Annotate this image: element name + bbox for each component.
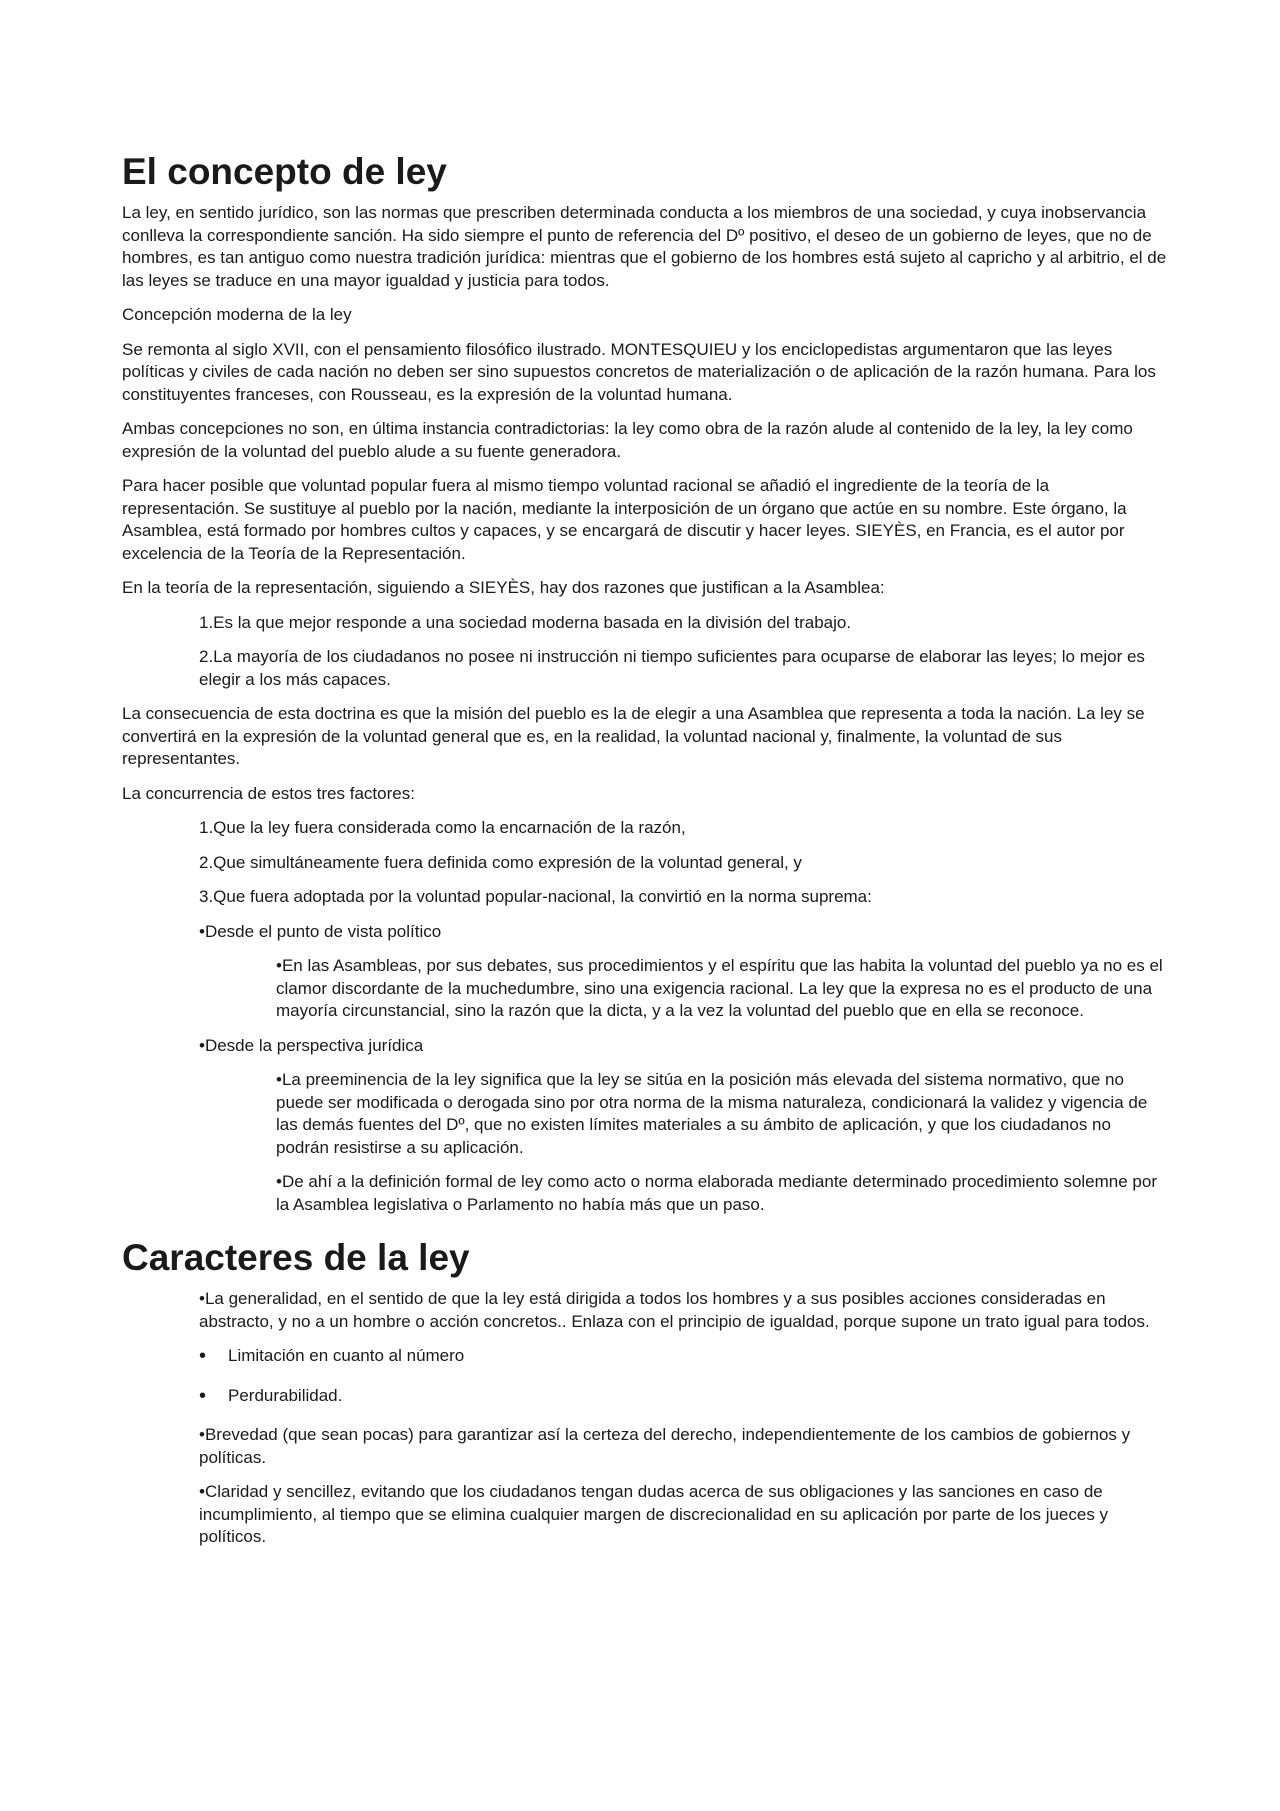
list-item-label: Perdurabilidad. xyxy=(228,1385,343,1405)
list-item-razon-1: 1.Es la que mejor responde a una sociedad moderna basada en la división del trabajo. xyxy=(199,612,852,632)
section-title-caracteres: Caracteres de la ley xyxy=(122,1237,470,1278)
paragraph-definicion: La ley, en sentido jurídico, son las normas que prescriben determinada conducta a los miembros de una sociedad, y cuya inobservancia conlleva la correspondiente sanción. Ha sido siempre el punto de referencia del Dº positivo, el deseo de un gobierno de leyes, que no de hombres, es tan antiguo como nuestra tradición jurídica: mientras que el gobierno de los hombres está sujeto al capricho y al arbitrio, el de las leyes se traduce en una mayor igualdad y justicia para todos. xyxy=(122,203,1167,290)
list-item-factor-3: 3.Que fuera adoptada por la voluntad popular-nacional, la convirtió en la norma suprema: xyxy=(199,887,872,906)
paragraph-concurrencia: La concurrencia de estos tres factores: xyxy=(122,783,415,803)
list-item-punto-vista-politico: •Desde el punto de vista político xyxy=(199,921,442,941)
document-page xyxy=(122,145,1167,1561)
list-item-factor-1: 1.Que la ley fuera considerada como la encarnación de la razón, xyxy=(199,818,686,837)
list-item-preeminencia: •La preeminencia de la ley significa que la ley se sitúa en la posición más elevada del sistema normativo, que no puede ser modificada o derogada sino por otra norma de la misma naturaleza, condicionará la validez y vigencia de las demás fuentes del Dº, que no existen límites materiales a su ámbito de aplicación, y que los ciudadanos no podrán resistirse a su aplicación. xyxy=(276,1070,1148,1157)
list-item-perdurabilidad xyxy=(199,1385,1167,1408)
list-item-perspectiva-juridica: •Desde la perspectiva jurídica xyxy=(199,1035,424,1055)
paragraph-sieyes-razones: En la teoría de la representación, siguiendo a SIEYÈS, hay dos razones que justifican a la Asamblea: xyxy=(122,578,885,597)
section-title-concepto: El concepto de ley xyxy=(122,151,447,192)
paragraph-siglo-xvii: Se remonta al siglo XVII, con el pensamiento filosófico ilustrado. MONTESQUIEU y los enciclopedistas argumentaron que las leyes políticas y civiles de cada nación no deben ser sino supuestos concretos de materialización o de aplicación de la razón humana. Para los constituyentes franceses, con Rousseau, es la expresión de la voluntad humana. xyxy=(122,339,1156,404)
bullet-icon: • xyxy=(199,1345,207,1367)
list-item-factor-2: 2.Que simultáneamente fuera definida como expresión de la voluntad general, y xyxy=(199,852,802,872)
list-item-definicion-formal: •De ahí a la definición formal de ley como acto o norma elaborada mediante determinado procedimiento solemne por la Asamblea legislativa o Parlamento no había más que un paso. xyxy=(276,1172,1158,1214)
list-item-asambleas: •En las Asambleas, por sus debates, sus procedimientos y el espíritu que las habita la voluntad del pueblo ya no es el clamor discordante de la muchedumbre, sino una exigencia racional. La ley que la expresa no es el producto de una mayoría circunstancial, sino la razón que la dicta, y a la vez la voluntad del pueblo que en ella se reconoce. xyxy=(276,956,1163,1020)
paragraph-consecuencia: La consecuencia de esta doctrina es que la misión del pueblo es la de elegir a una Asamblea que representa a toda la nación. La ley se convertirá en la expresión de la voluntad general que es, en la realidad, la voluntad nacional y, finalmente, la voluntad de sus representantes. xyxy=(122,704,1145,768)
list-item-razon-2: 2.La mayoría de los ciudadanos no posee ni instrucción ni tiempo suficientes para ocuparse de elaborar las leyes; lo mejor es elegir a los más capaces. xyxy=(199,647,1145,689)
list-item-limitacion xyxy=(199,1345,1167,1368)
list-item-generalidad: •La generalidad, en el sentido de que la ley está dirigida a todos los hombres y a sus posibles acciones consideradas en abstracto, y no a un hombre o acción concretos.. Enlaza con el principio de igualdad, porque supone un trato igual para todos. xyxy=(199,1289,1150,1331)
paragraph-teoria-representacion: Para hacer posible que voluntad popular fuera al mismo tiempo voluntad racional se añadió el ingrediente de la teoría de la representación. Se sustituye al pueblo por la nación, mediante la interposición de un órgano que actúe en su nombre. Este órgano, la Asamblea, está formado por hombres cultos y capaces, y se encargará de discutir y hacer leyes. SIEYÈS, en Francia, es el autor por excelencia de la Teoría de la Representación. xyxy=(122,476,1127,563)
bullet-icon: • xyxy=(199,1384,207,1407)
list-item-brevedad: •Brevedad (que sean pocas) para garantizar así la certeza del derecho, independientemente de los cambios de gobiernos y políticas. xyxy=(199,1425,1131,1467)
paragraph-ambas-concepciones: Ambas concepciones no son, en última instancia contradictorias: la ley como obra de la razón alude al contenido de la ley, la ley como expresión de la voluntad del pueblo alude a su fuente generadora. xyxy=(122,419,1133,461)
paragraph-subheading-concepcion-moderna: Concepción moderna de la ley xyxy=(122,305,352,324)
list-item-label: Limitación en cuanto al número xyxy=(228,1346,465,1365)
list-item-claridad: •Claridad y sencillez, evitando que los ciudadanos tengan dudas acerca de sus obligaciones y las sanciones en caso de incumplimiento, al tiempo que se elimina cualquier margen de discrecionalidad en su aplicación por parte de los jueces y políticos. xyxy=(199,1482,1109,1546)
